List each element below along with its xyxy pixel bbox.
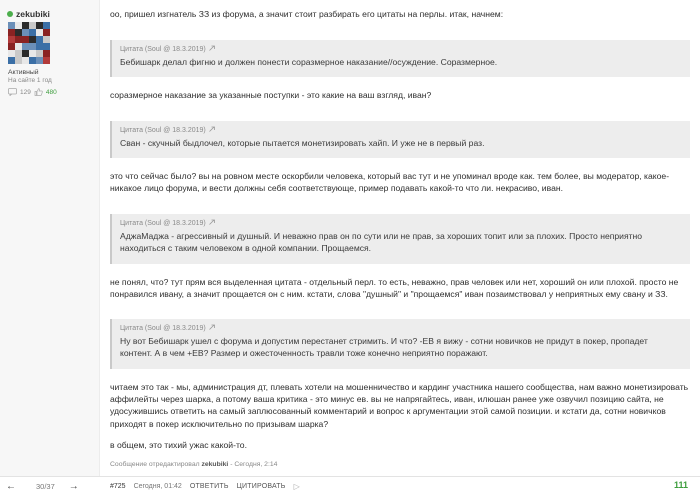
arrow-link-icon[interactable]: [209, 45, 216, 53]
username[interactable]: [7, 9, 50, 19]
online-indicator: [7, 11, 13, 17]
post-time: Сегодня, 01:42: [133, 483, 182, 490]
user-since: На сайте 1 год: [8, 77, 52, 84]
user-sidebar: [0, 0, 100, 497]
post-actions: [110, 482, 300, 491]
post-text-intro: оо, пришел изгнатель ЗЗ из форума, а значит стоит разбирать его цитаты на перлы. итак, начнем:: [110, 9, 504, 19]
quote-header: [120, 126, 682, 134]
quote-block: [110, 319, 690, 369]
quote-button[interactable]: ЦИТИРОВАТЬ: [236, 483, 286, 490]
like-count: 480: [45, 88, 57, 96]
post-text-reply: читаем это так - мы, администрация дт, плевать хотели на мошенничество и кардинг участника нашего сообщества, нам важно монетизировать аффилейты через шарка, а потому ваша критика - это минус ев. вы не напрягайтесь, иван, илюшан ранее уже озвучил позицию сайта, не удосужившись ответить на самый заплюсованный комментарий и вопрос к аргументации этой самой позиции. и кстати да, сотни новичков приходят в покер исключительно по призывам шарка?: [110, 382, 689, 429]
quote-author: Цитата (Soul @ 18.3.2019): [120, 324, 206, 332]
message-count: 129: [20, 88, 31, 96]
post-text-reply: соразмерное наказание за указанные поступки - это какие на ваш взгляд, иван?: [110, 90, 432, 100]
user-stats: [8, 88, 57, 96]
pager-position: 30/37: [36, 482, 55, 491]
quote-header: [120, 324, 682, 332]
quote-text: Бебишарк делал фигню и должен понести соразмерное наказание//осуждение. Соразмерное.: [120, 57, 498, 67]
post-text-reply: не понял, что? тут прям вся выделенная цитата - отдельный перл. то есть, неважно, прав человек или нет, хороший он или плохой. просто не понравился ивану, а значит прощается он с ним. кстати, слова "душный" и "прощаемся" иван позаимствовал у неприятных ему свану и ЗЗ.: [110, 277, 679, 300]
avatar[interactable]: [8, 22, 50, 64]
edit-note-prefix: Сообщение отредактировал: [110, 461, 200, 468]
quote-text: АджаМаджа - агрессивный и душный. И неважно прав он по сути или не прав, за хороших топит или за плохих. Просто неприятно находиться с таким человеком в одной компании. Прощаемся.: [120, 231, 643, 254]
quote-block: [110, 214, 690, 264]
quote-author: Цитата (Soul @ 18.3.2019): [120, 45, 206, 53]
reply-button[interactable]: ОТВЕТИТЬ: [189, 483, 229, 490]
pager: [6, 481, 79, 492]
quote-author: Цитата (Soul @ 18.3.2019): [120, 126, 206, 134]
arrow-link-icon[interactable]: [209, 126, 216, 134]
edit-note-user[interactable]: zekubiki: [201, 461, 229, 468]
edit-note: [110, 461, 277, 468]
post-score: 111: [673, 480, 688, 490]
arrow-link-icon[interactable]: [209, 219, 216, 227]
quote-text: Ну вот Бебишарк ушел с форума и допустим перестанет стримить. И что? -EB я вижу - сотни новичков не придут в покер, пропадет контент. А в чем +EB? Размер и ожесточенность травли тоже конечно неприятно поражают.: [120, 336, 648, 359]
post-number[interactable]: #725: [110, 483, 126, 490]
username-text[interactable]: zekubiki: [16, 9, 50, 19]
quote-header: [120, 45, 682, 53]
quote-block: [110, 121, 690, 158]
quote-header: [120, 219, 682, 227]
quote-author: Цитата (Soul @ 18.3.2019): [120, 219, 206, 227]
arrow-right-icon[interactable]: →: [68, 481, 79, 492]
arrow-left-icon[interactable]: ←: [6, 481, 16, 492]
flag-icon[interactable]: ▷: [293, 482, 300, 491]
user-status: Активный: [8, 69, 39, 76]
thumbs-up-icon: [34, 88, 43, 96]
post-text-reply: в общем, это тихий ужас какой-то.: [110, 440, 247, 450]
edit-note-time: - Сегодня, 2:14: [230, 461, 278, 468]
arrow-link-icon[interactable]: [209, 324, 216, 332]
post-text-reply: это что сейчас было? вы на ровном месте оскорбили человека, который вас тут и не упоминал вроде как. тем более, вы модератор, какое-никакое лицо форума, и вести должны себя соответствующе, пример подавать какой-то что ли. некрасиво, иван.: [110, 171, 670, 194]
quote-text: Сван - скучный быдлочел, которые пытается монетизировать хайп. И уже не в первый раз.: [120, 138, 485, 148]
post-footer: [0, 476, 700, 497]
message-icon: [8, 88, 17, 96]
quote-block: [110, 40, 690, 77]
